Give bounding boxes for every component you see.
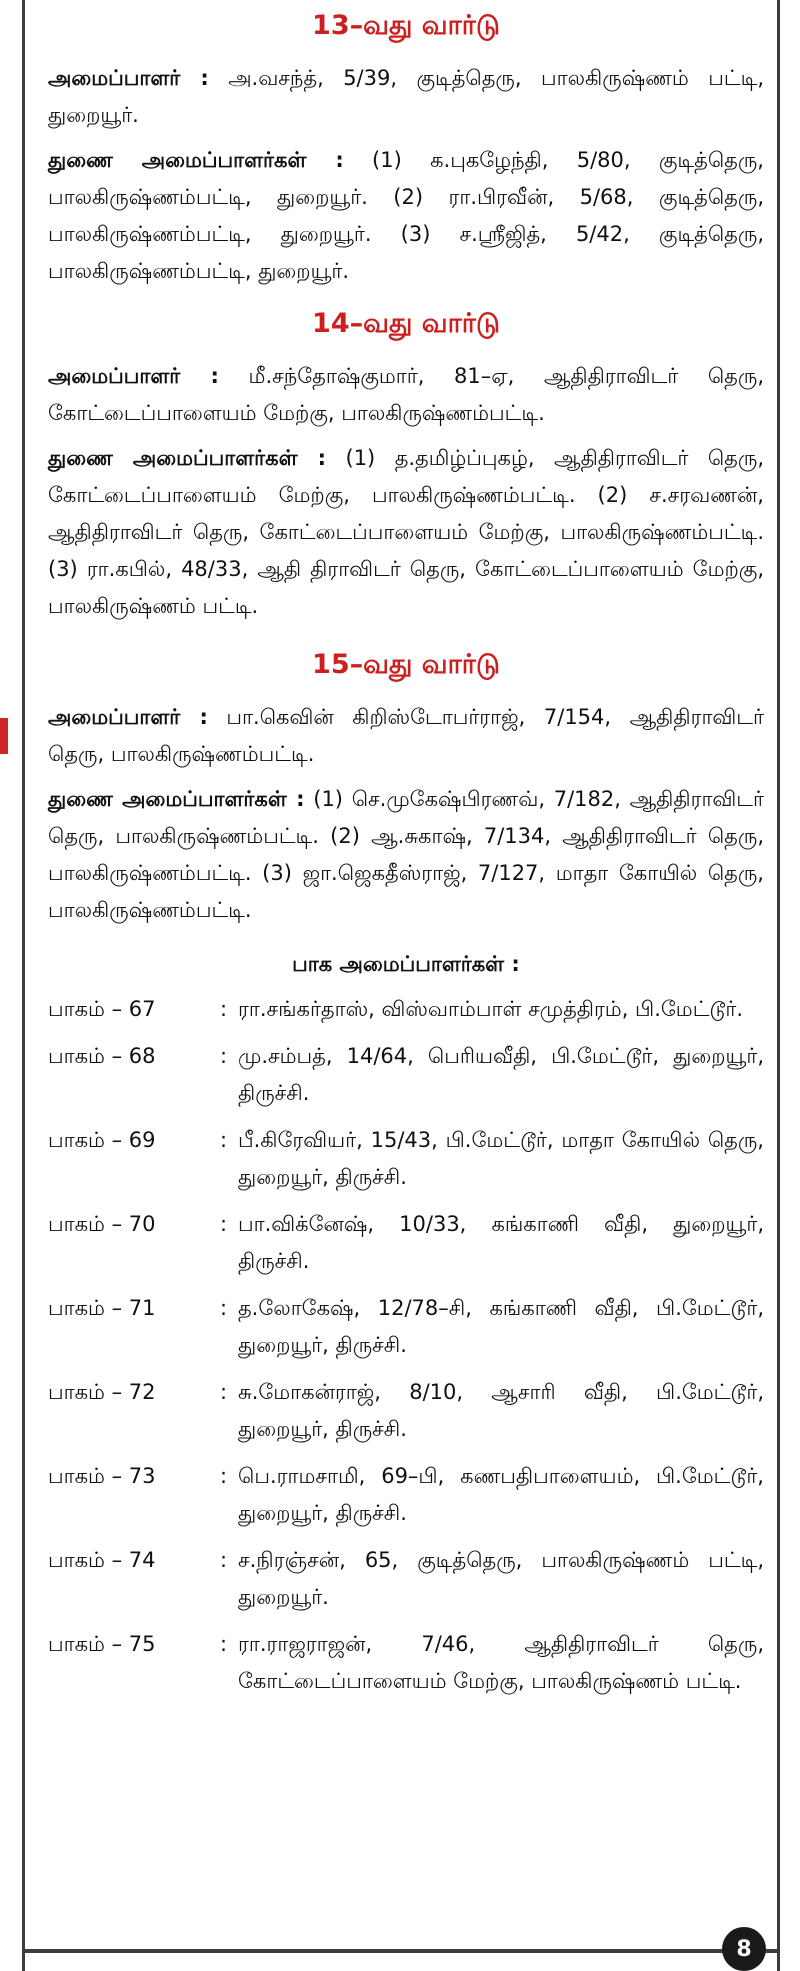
booth-row	[48, 1122, 764, 1196]
ward-15-deputies	[48, 781, 764, 929]
organizer-text: பா.கெவின் கிறிஸ்டோபர்ராஜ், 7/154, ஆதிதிராவிடர் தெரு, பாலகிருஷ்ணம்பட்டி.	[48, 705, 764, 766]
organizer-text: மீ.சந்தோஷ்குமார், 81–ஏ, ஆதிதிராவிடர் தெரு, கோட்டைப்பாளையம் மேற்கு, பாலகிருஷ்ணம்பட்டி.	[48, 364, 764, 425]
booth-colon: :	[220, 1380, 228, 1404]
booth-row	[48, 1038, 764, 1112]
page-number-badge: 8	[722, 1927, 766, 1971]
deputy-label: துணை அமைப்பாளர்கள் :	[48, 446, 327, 470]
booth-label: பாகம் – 75	[48, 1632, 156, 1656]
edge-marker	[0, 718, 8, 754]
booth-colon: :	[220, 1296, 228, 1320]
booth-list	[48, 991, 764, 1700]
ward-15-heading: 15–வது வார்டு	[312, 649, 500, 680]
ward-14-organizer	[48, 358, 764, 432]
organizer-label: அமைப்பாளர் :	[48, 705, 208, 729]
booth-text: ச.நிரஞ்சன், 65, குடித்தெரு, பாலகிருஷ்ணம் பட்டி, துறையூர்.	[238, 1548, 764, 1609]
booth-row	[48, 1458, 764, 1532]
booth-row	[48, 1206, 764, 1280]
deputy-text: (1) க.புகழேந்தி, 5/80, குடித்தெரு, பாலகிருஷ்ணம்பட்டி, துறையூர். (2) ரா.பிரவீன், 5/68, குடித்தெரு, பாலகிருஷ்ணம்பட்டி, துறையூர். (3) ச.ஸ்ரீஜித், 5/42, குடித்தெரு, பாலகிருஷ்ணம்பட்டி, துறையூர்.	[48, 148, 764, 283]
deputy-label: துணை அமைப்பாளர்கள் :	[48, 787, 305, 811]
booth-colon: :	[220, 1212, 228, 1236]
booth-label: பாகம் – 70	[48, 1212, 156, 1236]
deputy-text: (1) செ.முகேஷ்பிரணவ், 7/182, ஆதிதிராவிடர் தெரு, பாலகிருஷ்ணம்பட்டி. (2) ஆ.சுகாஷ், 7/134, ஆதிதிராவிடர் தெரு, பாலகிருஷ்ணம்பட்டி. (3) ஜா.ஜெகதீஸ்ராஜ், 7/127, மாதா கோயில் தெரு, பாலகிருஷ்ணம்பட்டி.	[48, 787, 764, 922]
booth-label: பாகம் – 69	[48, 1128, 156, 1152]
organizer-label: அமைப்பாளர் :	[48, 364, 219, 388]
booth-label: பாகம் – 74	[48, 1548, 156, 1572]
bottom-rule	[22, 1949, 780, 1953]
organizer-text: அ.வசந்த், 5/39, குடித்தெரு, பாலகிருஷ்ணம் பட்டி, துறையூர்.	[48, 66, 764, 127]
booth-row	[48, 1542, 764, 1616]
ward-14-heading: 14–வது வார்டு	[312, 308, 500, 339]
booth-text: பீ.கிரேவியர், 15/43, பி.மேட்டூர், மாதா கோயில் தெரு, துறையூர், திருச்சி.	[238, 1128, 764, 1189]
booth-label: பாகம் – 67	[48, 997, 156, 1021]
booth-text: ரா.ராஜராஜன், 7/46, ஆதிதிராவிடர் தெரு, கோட்டைப்பாளையம் மேற்கு, பாலகிருஷ்ணம் பட்டி.	[238, 1632, 764, 1693]
ward-13-deputies	[48, 142, 764, 290]
document-body	[48, 0, 764, 1710]
booth-colon: :	[220, 1548, 228, 1572]
ward-13-heading: 13–வது வார்டு	[312, 10, 500, 41]
ward-15-organizer	[48, 699, 764, 773]
ward-14-deputies	[48, 440, 764, 625]
booth-colon: :	[220, 997, 228, 1021]
deputy-text: (1) த.தமிழ்ப்புகழ், ஆதிதிராவிடர் தெரு, கோட்டைப்பாளையம் மேற்கு, பாலகிருஷ்ணம்பட்டி. (2) ச.சரவணன், ஆதிதிராவிடர் தெரு, கோட்டைப்பாளையம் மேற்கு, பாலகிருஷ்ணம்பட்டி. (3) ரா.கபில், 48/33, ஆதி திராவிடர் தெரு, கோட்டைப்பாளையம் மேற்கு, பாலகிருஷ்ணம் பட்டி.	[48, 446, 764, 618]
booth-text: பெ.ராமசாமி, 69–பி, கணபதிபாளையம், பி.மேட்டூர், துறையூர், திருச்சி.	[238, 1464, 764, 1525]
booth-colon: :	[220, 1128, 228, 1152]
ward-13-organizer	[48, 60, 764, 134]
booth-label: பாகம் – 73	[48, 1464, 156, 1488]
booth-text: த.லோகேஷ், 12/78–சி, கங்காணி வீதி, பி.மேட்டூர், துறையூர், திருச்சி.	[238, 1296, 764, 1357]
booth-colon: :	[220, 1464, 228, 1488]
booth-colon: :	[220, 1044, 228, 1068]
organizer-label: அமைப்பாளர் :	[48, 66, 209, 90]
deputy-label: துணை அமைப்பாளர்கள் :	[48, 148, 344, 172]
booth-row	[48, 1290, 764, 1364]
booth-colon: :	[220, 1632, 228, 1656]
booth-text: பா.விக்னேஷ், 10/33, கங்காணி வீதி, துறையூர், திருச்சி.	[238, 1212, 764, 1273]
booth-row	[48, 1626, 764, 1700]
booth-text: ரா.சங்கர்தாஸ், விஸ்வாம்பாள் சமுத்திரம், பி.மேட்டூர்.	[238, 997, 744, 1021]
booth-label: பாகம் – 68	[48, 1044, 156, 1068]
booth-row	[48, 991, 764, 1028]
booth-label: பாகம் – 72	[48, 1380, 156, 1404]
booth-text: மு.சம்பத், 14/64, பெரியவீதி, பி.மேட்டூர், துறையூர், திருச்சி.	[238, 1044, 764, 1105]
booth-row	[48, 1374, 764, 1448]
booth-organizers-heading: பாக அமைப்பாளர்கள் :	[292, 952, 520, 976]
booth-text: சு.மோகன்ராஜ், 8/10, ஆசாரி வீதி, பி.மேட்டூர், துறையூர், திருச்சி.	[238, 1380, 764, 1441]
booth-label: பாகம் – 71	[48, 1296, 156, 1320]
